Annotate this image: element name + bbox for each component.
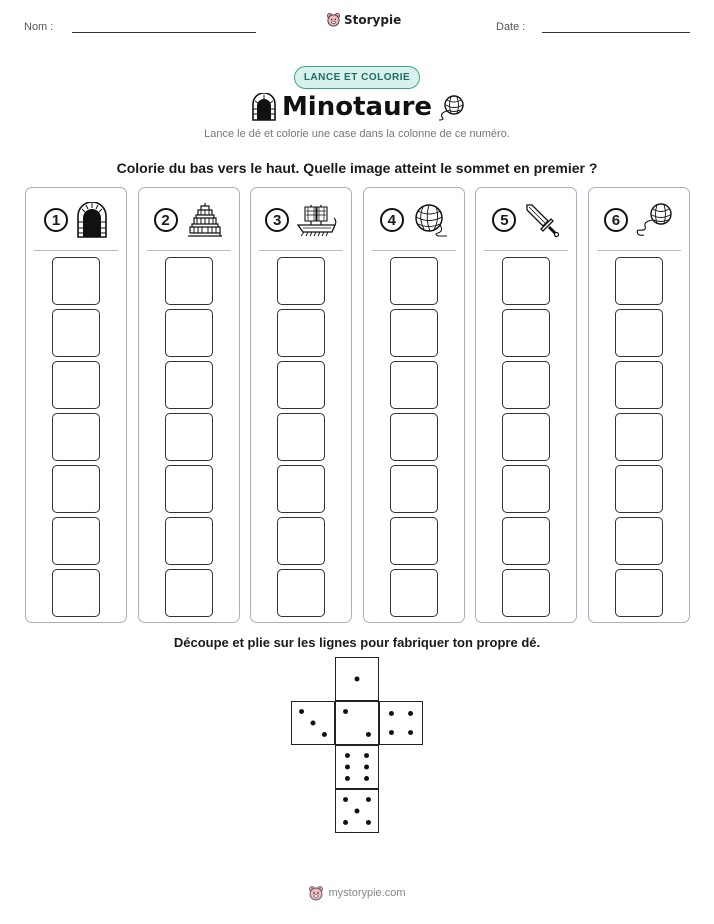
race-cell[interactable]: [52, 257, 100, 305]
race-cell[interactable]: [165, 413, 213, 461]
die-face-1: [335, 657, 379, 701]
race-cell[interactable]: [615, 517, 663, 565]
die-face-6: [335, 745, 379, 789]
date-label: Date :: [496, 21, 526, 33]
column-number: 1: [44, 208, 68, 232]
race-cell[interactable]: [502, 569, 550, 617]
sword-icon: [524, 202, 560, 238]
race-cell[interactable]: [502, 309, 550, 357]
column-number: 2: [154, 208, 178, 232]
die-instruction: Découpe et plie sur les lignes pour fabriquer ton propre dé.: [173, 635, 541, 650]
instruction: Colorie du bas vers le haut. Quelle image atteint le sommet en premier ?: [116, 160, 598, 176]
race-cell[interactable]: [52, 413, 100, 461]
race-cell[interactable]: [615, 569, 663, 617]
greek-ship-icon: [297, 203, 337, 237]
race-cell[interactable]: [390, 257, 438, 305]
race-cell[interactable]: [52, 465, 100, 513]
race-cell[interactable]: [52, 569, 100, 617]
column-4: [363, 187, 465, 623]
race-cell[interactable]: [390, 309, 438, 357]
race-cell[interactable]: [390, 517, 438, 565]
race-cell[interactable]: [165, 569, 213, 617]
storypie-bear-icon: [326, 12, 341, 27]
race-cell[interactable]: [502, 517, 550, 565]
race-cell[interactable]: [165, 465, 213, 513]
race-cell[interactable]: [615, 361, 663, 409]
yarn-thread-icon: [636, 203, 674, 237]
race-cell[interactable]: [277, 569, 325, 617]
die-face-4: [379, 701, 423, 745]
race-cell[interactable]: [165, 361, 213, 409]
die-face-2: [335, 701, 379, 745]
column-5: [475, 187, 577, 623]
column-number: 4: [380, 208, 404, 232]
yarn-ball-icon: [412, 203, 448, 237]
footer: [0, 885, 714, 901]
column-3: [250, 187, 352, 623]
race-cell[interactable]: [277, 257, 325, 305]
race-cell[interactable]: [502, 413, 550, 461]
race-cell[interactable]: [52, 361, 100, 409]
column-2: [138, 187, 240, 623]
race-cell[interactable]: [52, 517, 100, 565]
race-cell[interactable]: [277, 361, 325, 409]
column-6: [588, 187, 690, 623]
race-cell[interactable]: [615, 257, 663, 305]
race-cell[interactable]: [277, 413, 325, 461]
race-columns: [25, 187, 690, 623]
race-cell[interactable]: [165, 309, 213, 357]
brand-name: Storypie: [344, 12, 402, 27]
column-1: [25, 187, 127, 623]
race-cell[interactable]: [277, 465, 325, 513]
race-cell[interactable]: [277, 309, 325, 357]
race-cell[interactable]: [502, 465, 550, 513]
race-cell[interactable]: [615, 465, 663, 513]
race-cell[interactable]: [165, 257, 213, 305]
race-cell[interactable]: [390, 361, 438, 409]
subtitle: Lance le dé et colorie une case dans la colonne de ce numéro.: [204, 128, 510, 140]
date-line: [542, 32, 690, 33]
race-cell[interactable]: [390, 413, 438, 461]
name-label: Nom :: [24, 21, 54, 33]
column-number: 6: [604, 208, 628, 232]
race-cell[interactable]: [165, 517, 213, 565]
race-cell[interactable]: [615, 413, 663, 461]
footer-url[interactable]: mystorypie.com: [328, 887, 406, 899]
palace-icon: [186, 203, 224, 237]
brand-logo: [326, 12, 401, 27]
race-cell[interactable]: [502, 257, 550, 305]
yarn-ball-icon: [436, 94, 466, 122]
die-face-5: [335, 789, 379, 833]
race-cell[interactable]: [52, 309, 100, 357]
storypie-bear-icon: [308, 885, 324, 901]
column-number: 3: [265, 208, 289, 232]
race-cell[interactable]: [502, 361, 550, 409]
race-cell[interactable]: [615, 309, 663, 357]
race-cell[interactable]: [277, 517, 325, 565]
page-title: Minotaure: [281, 92, 433, 122]
race-cell[interactable]: [390, 465, 438, 513]
name-line: [72, 32, 256, 33]
column-number: 5: [492, 208, 516, 232]
race-cell[interactable]: [390, 569, 438, 617]
die-face-3: [291, 701, 335, 745]
activity-badge: LANCE ET COLORIE: [294, 66, 420, 89]
labyrinth-entrance-icon: [76, 202, 108, 238]
